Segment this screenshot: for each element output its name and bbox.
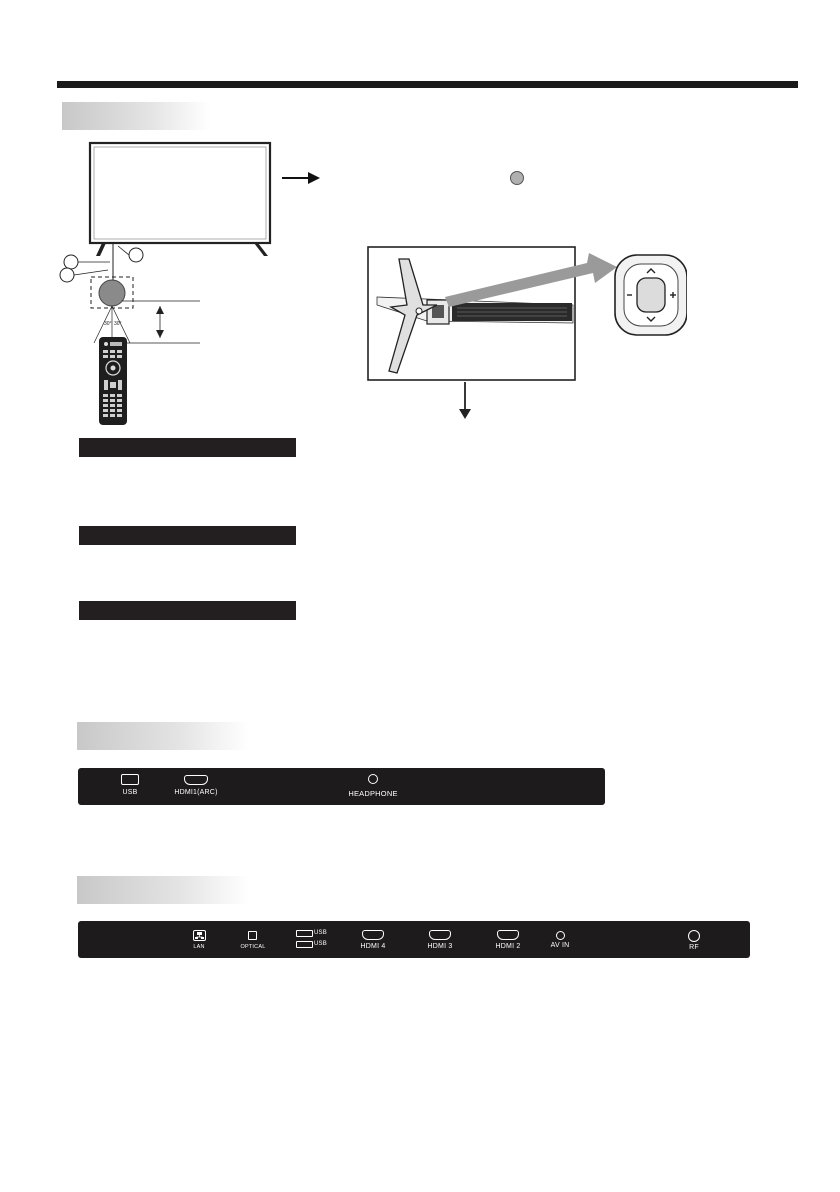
hdmi-port-icon bbox=[497, 930, 519, 940]
tv-front-illustration bbox=[50, 138, 290, 438]
rear-port-label: RF bbox=[689, 944, 699, 951]
rear-connector-panel bbox=[78, 921, 750, 958]
rear-port-label: USB bbox=[314, 930, 327, 936]
rear-port-label: USB bbox=[314, 941, 327, 947]
right-arrow-icon bbox=[282, 170, 322, 186]
usb-port-icon bbox=[296, 941, 313, 948]
section-header-front-panel bbox=[62, 102, 210, 130]
usb-port-icon bbox=[296, 930, 313, 937]
rear-port-label: HDMI 2 bbox=[495, 943, 521, 950]
rear-port-label: HDMI 3 bbox=[427, 943, 453, 950]
headphone-jack-icon bbox=[368, 774, 378, 784]
side-connector-panel bbox=[78, 768, 605, 805]
tv-underside-detail bbox=[367, 245, 687, 423]
hdmi-port-icon bbox=[362, 930, 384, 940]
rear-port-label: OPTICAL bbox=[240, 944, 266, 950]
side-port-label: HEADPHONE bbox=[348, 789, 398, 798]
label-bar-3 bbox=[79, 601, 296, 620]
rear-port-label: LAN bbox=[193, 944, 205, 950]
label-bar-2 bbox=[79, 526, 296, 545]
usb-port-icon bbox=[121, 774, 139, 785]
section-header-rear-connections bbox=[77, 876, 249, 904]
angle-right-label: 30° bbox=[114, 321, 122, 327]
rf-antenna-jack-icon bbox=[688, 930, 700, 942]
side-port-label: HDMI1(ARC) bbox=[174, 789, 218, 796]
angle-left-label: 30° bbox=[104, 321, 112, 327]
lan-port-icon bbox=[193, 930, 206, 941]
hdmi-port-icon bbox=[429, 930, 451, 940]
remote-control-icon bbox=[99, 337, 127, 425]
label-bar-1 bbox=[79, 438, 296, 457]
control-joystick-icon bbox=[615, 255, 687, 335]
side-port-label: USB bbox=[122, 789, 138, 796]
rear-port-label: HDMI 4 bbox=[360, 943, 386, 950]
hdmi-port-icon bbox=[184, 775, 208, 785]
header-rule bbox=[57, 81, 798, 88]
power-indicator-icon bbox=[509, 170, 525, 186]
av-in-jack-icon bbox=[556, 931, 565, 940]
optical-port-icon bbox=[248, 931, 257, 940]
rear-port-label: AV IN bbox=[550, 942, 570, 949]
section-header-side-connections bbox=[77, 722, 249, 750]
